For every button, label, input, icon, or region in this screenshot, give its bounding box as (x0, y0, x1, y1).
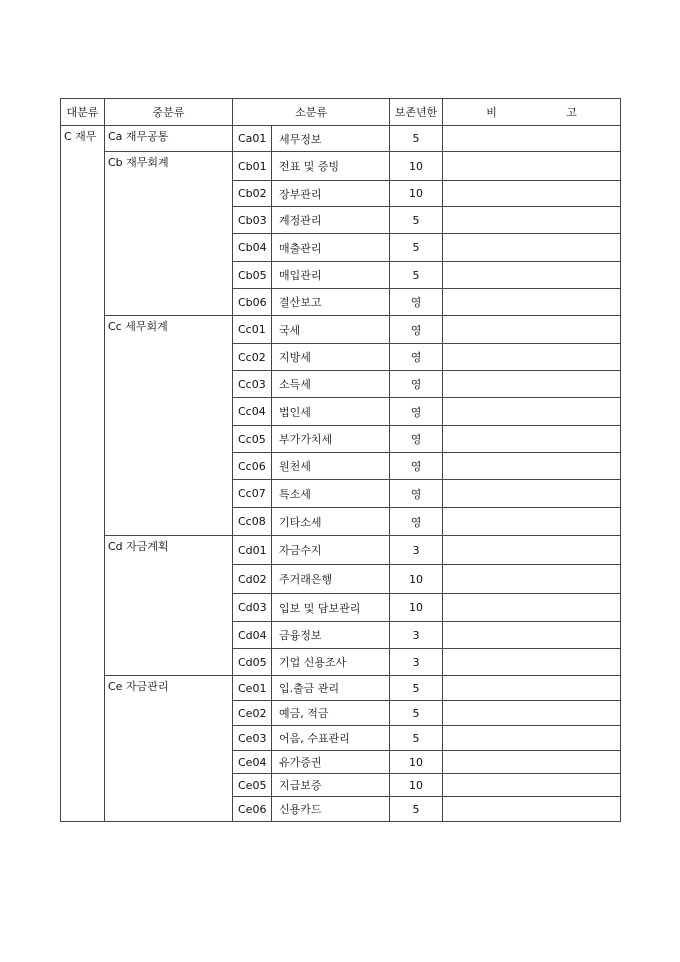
minor-code-cell: Cb04 (233, 234, 272, 262)
minor-name-cell: 신용카드 (272, 797, 390, 822)
minor-name-cell: 매출관리 (272, 234, 390, 262)
minor-name-cell: 금융정보 (272, 622, 390, 649)
note-cell (443, 649, 621, 676)
minor-code-cell: Cc01 (233, 316, 272, 344)
table-row (61, 536, 621, 565)
retention-years-cell: 영 (390, 316, 443, 344)
minor-code-cell: Cb03 (233, 207, 272, 234)
minor-name-cell: 자금수지 (272, 536, 390, 565)
minor-name-cell: 특소세 (272, 480, 390, 508)
minor-code-cell: Cd01 (233, 536, 272, 565)
minor-code-cell: Cc07 (233, 480, 272, 508)
middle-category-cell: Ce 자금관리 (105, 676, 233, 822)
minor-name-cell: 전표 및 증빙 (272, 152, 390, 181)
note-cell (443, 234, 621, 262)
minor-code-cell: Cc08 (233, 508, 272, 536)
header-note-second: 고 (566, 106, 577, 119)
note-cell (443, 536, 621, 565)
note-cell (443, 701, 621, 726)
retention-years-cell: 5 (390, 234, 443, 262)
minor-code-cell: Cc05 (233, 426, 272, 453)
middle-category-cell: Cc 세무회계 (105, 316, 233, 536)
minor-name-cell: 어음, 수표관리 (272, 726, 390, 751)
retention-years-cell: 영 (390, 480, 443, 508)
note-cell (443, 344, 621, 371)
minor-name-cell: 유가증권 (272, 751, 390, 774)
minor-code-cell: Ce03 (233, 726, 272, 751)
middle-category-cell: Cb 재무회계 (105, 152, 233, 316)
note-cell (443, 371, 621, 398)
note-cell (443, 126, 621, 152)
minor-code-cell: Cb02 (233, 181, 272, 207)
header-note-first: 비 (486, 106, 497, 119)
minor-name-cell: 부가가치세 (272, 426, 390, 453)
note-cell (443, 751, 621, 774)
header-note (443, 99, 621, 126)
minor-name-cell: 원천세 (272, 453, 390, 480)
retention-years-cell: 10 (390, 181, 443, 207)
minor-code-cell: Cc04 (233, 398, 272, 426)
minor-code-cell: Cd04 (233, 622, 272, 649)
retention-years-cell: 영 (390, 426, 443, 453)
minor-code-cell: Cd05 (233, 649, 272, 676)
retention-table (60, 98, 621, 822)
note-cell (443, 508, 621, 536)
note-cell (443, 207, 621, 234)
note-cell (443, 480, 621, 508)
minor-code-cell: Ce06 (233, 797, 272, 822)
middle-category-cell: Ca 재무공통 (105, 126, 233, 152)
major-category-cell: C 재무 (61, 126, 105, 822)
retention-years-cell: 5 (390, 207, 443, 234)
table-row (61, 676, 621, 701)
minor-code-cell: Ce02 (233, 701, 272, 726)
minor-code-cell: Cd02 (233, 565, 272, 594)
minor-name-cell: 국세 (272, 316, 390, 344)
table-row (61, 126, 621, 152)
retention-years-cell: 5 (390, 701, 443, 726)
minor-name-cell: 기타소세 (272, 508, 390, 536)
retention-years-cell: 영 (390, 453, 443, 480)
retention-years-cell: 5 (390, 676, 443, 701)
table-body (61, 126, 621, 822)
retention-years-cell: 5 (390, 126, 443, 152)
table-row (61, 152, 621, 181)
retention-years-cell: 영 (390, 398, 443, 426)
minor-name-cell: 소득세 (272, 371, 390, 398)
minor-name-cell: 입보 및 담보관리 (272, 594, 390, 622)
note-cell (443, 316, 621, 344)
minor-name-cell: 결산보고 (272, 289, 390, 316)
retention-years-cell: 영 (390, 371, 443, 398)
retention-years-cell: 5 (390, 797, 443, 822)
minor-code-cell: Cb06 (233, 289, 272, 316)
minor-code-cell: Cc06 (233, 453, 272, 480)
note-cell (443, 426, 621, 453)
retention-years-cell: 3 (390, 622, 443, 649)
minor-name-cell: 예금, 적금 (272, 701, 390, 726)
retention-years-cell: 영 (390, 508, 443, 536)
note-cell (443, 565, 621, 594)
minor-name-cell: 장부관리 (272, 181, 390, 207)
retention-years-cell: 영 (390, 289, 443, 316)
minor-code-cell: Ce04 (233, 751, 272, 774)
minor-name-cell: 주거래은행 (272, 565, 390, 594)
retention-years-cell: 5 (390, 262, 443, 289)
note-cell (443, 797, 621, 822)
minor-code-cell: Ce01 (233, 676, 272, 701)
note-cell (443, 262, 621, 289)
note-cell (443, 774, 621, 797)
header-major: 대분류 (61, 99, 105, 126)
minor-name-cell: 매입관리 (272, 262, 390, 289)
minor-code-cell: Cb05 (233, 262, 272, 289)
note-cell (443, 152, 621, 181)
header-retention: 보존년한 (390, 99, 443, 126)
minor-name-cell: 지방세 (272, 344, 390, 371)
note-cell (443, 676, 621, 701)
minor-name-cell: 입.출금 관리 (272, 676, 390, 701)
note-cell (443, 453, 621, 480)
note-cell (443, 726, 621, 751)
table-row (61, 316, 621, 344)
minor-code-cell: Cc03 (233, 371, 272, 398)
minor-name-cell: 법인세 (272, 398, 390, 426)
note-cell (443, 594, 621, 622)
minor-name-cell: 세무정보 (272, 126, 390, 152)
minor-code-cell: Cd03 (233, 594, 272, 622)
retention-years-cell: 10 (390, 751, 443, 774)
minor-code-cell: Cc02 (233, 344, 272, 371)
minor-name-cell: 지급보증 (272, 774, 390, 797)
minor-name-cell: 기업 신용조사 (272, 649, 390, 676)
header-minor: 소분류 (233, 99, 390, 126)
minor-name-cell: 계정관리 (272, 207, 390, 234)
middle-category-cell: Cd 자금계획 (105, 536, 233, 676)
retention-years-cell: 10 (390, 594, 443, 622)
retention-years-cell: 영 (390, 344, 443, 371)
retention-years-cell: 5 (390, 726, 443, 751)
minor-code-cell: Ca01 (233, 126, 272, 152)
retention-years-cell: 10 (390, 152, 443, 181)
retention-years-cell: 3 (390, 536, 443, 565)
minor-code-cell: Ce05 (233, 774, 272, 797)
retention-years-cell: 10 (390, 565, 443, 594)
minor-code-cell: Cb01 (233, 152, 272, 181)
retention-years-cell: 3 (390, 649, 443, 676)
header-middle: 중분류 (105, 99, 233, 126)
retention-years-cell: 10 (390, 774, 443, 797)
note-cell (443, 289, 621, 316)
note-cell (443, 181, 621, 207)
header-row (61, 99, 621, 126)
note-cell (443, 398, 621, 426)
note-cell (443, 622, 621, 649)
